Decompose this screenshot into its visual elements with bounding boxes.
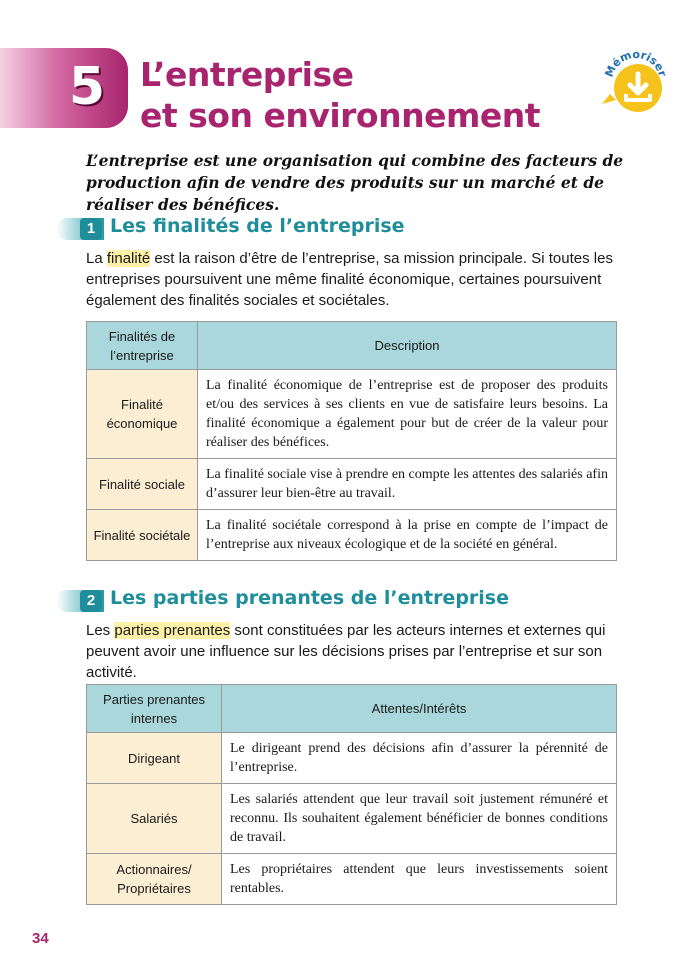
row-description: La finalité sociétale correspond à la prise en compte de l’impact de l’entreprise aux niveaux écologique et de la société en général. [198,510,617,561]
row-label: Finalité économique [87,370,198,459]
para-text: est la raison d’être de l’entreprise, sa mission principale. Si toutes les entreprises poursuivent une même finalité économique, certaines poursuivent également des finalités sociales et sociétales. [86,250,613,309]
row-description: Les salariés attendent que leur travail soit justement rémunéré et reconnu. Ils souhaitent également bénéficier de bonnes conditions de travail. [222,784,617,854]
page-title [140,54,540,136]
para-text: Les [86,622,115,639]
row-label: Actionnaires/ Propriétaires [87,854,222,905]
table-header-left: Parties prenantes internes [87,685,222,733]
memoriser-download-icon[interactable] [600,48,672,120]
chapter-number: 5 [68,57,106,117]
row-description: Le dirigeant prend des décisions afin d’assurer la pérennité de l’entreprise. [222,733,617,784]
page-title-line1: L’entreprise [140,55,354,94]
intro-definition: L’entreprise est une organisation qui combine des facteurs de production afin de vendre des produits sur un marché et de réaliser des bénéfices. [86,151,624,214]
table-row [87,784,617,854]
row-label: Finalité sociétale [87,510,198,561]
row-description: La finalité économique de l’entreprise est de proposer des produits et/ou des services à ses clients en vue de satisfaire leurs besoins. La finalité économique a également pour but de créer de la valeur pour réaliser des bénéfices. [198,370,617,459]
row-label: Salariés [87,784,222,854]
section-2-paragraph [86,620,626,683]
row-description: Les propriétaires attendent que leurs investissements soient rentables. [222,854,617,905]
page-title-line2: et son environnement [140,96,540,135]
table-header-row [87,685,617,733]
para-text: sont constituées par les acteurs internes et externes qui peuvent avoir une influence sur les décisions prises par l’entreprise et sur son activité. [86,622,606,681]
section-number: 1 [80,218,102,240]
section-number: 2 [80,590,102,612]
row-description: La finalité sociale vise à prendre en compte les attentes des salariés afin d’assurer leur bien-être au travail. [198,459,617,510]
highlight-term: finalité [106,250,151,267]
table-row [87,510,617,561]
table-header-right: Attentes/Intérêts [222,685,617,733]
row-label: Dirigeant [87,733,222,784]
table-header-row [87,322,617,370]
table-row [87,459,617,510]
section-title: Les finalités de l’entreprise [110,215,405,237]
para-text: La [86,250,107,267]
parties-prenantes-table [86,684,617,905]
table-row [87,854,617,905]
highlight-term: parties prenantes [114,622,231,639]
table-row [87,370,617,459]
finalites-table [86,321,617,561]
page-number: 34 [32,930,49,947]
section-title: Les parties prenantes de l’entreprise [110,587,509,609]
table-header-right: Description [198,322,617,370]
row-label: Finalité sociale [87,459,198,510]
table-header-left: Finalités de l’entreprise [87,322,198,370]
badge-label: Mémoriser [602,48,670,79]
table-row [87,733,617,784]
section-1-paragraph [86,248,626,311]
